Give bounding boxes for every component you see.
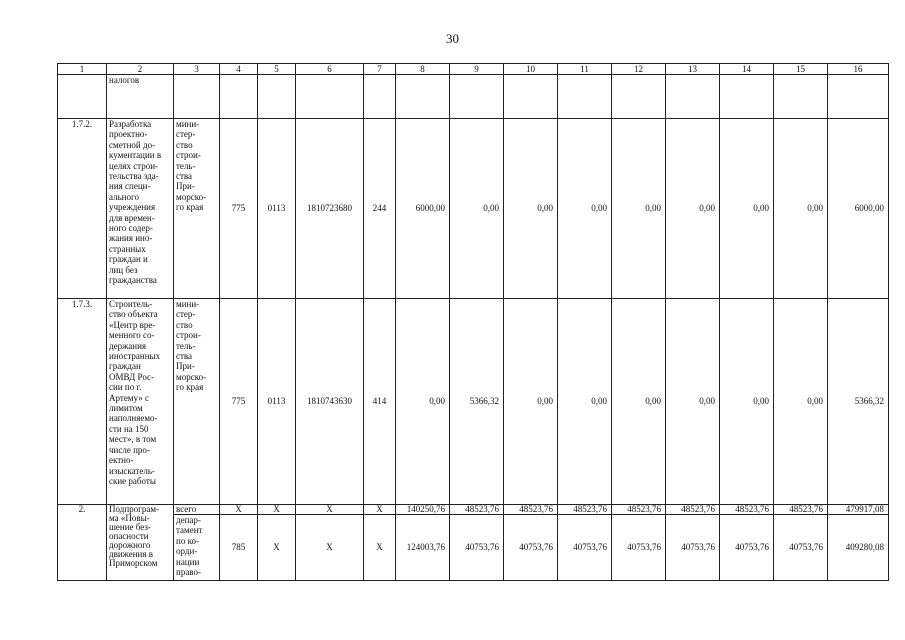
row-executor: мини- стер- ство строи- тель- ства При- морско- го края (174, 299, 220, 505)
cell-section: X (258, 515, 296, 581)
cell-value (720, 75, 774, 119)
cell-value: 40753,76 (558, 515, 612, 581)
cell-value: 48523,76 (774, 505, 828, 515)
cell-value (828, 75, 889, 119)
cell-value: 0,00 (504, 119, 558, 299)
cell-value: 0,00 (774, 119, 828, 299)
row-executor (174, 75, 220, 119)
cell-value: 48523,76 (450, 505, 504, 515)
cell-value: 0,00 (666, 119, 720, 299)
header-cell: 2 (107, 64, 174, 75)
cell-section: 0113 (258, 119, 296, 299)
header-cell: 7 (364, 64, 396, 75)
cell-grbs: 775 (220, 299, 258, 505)
cell-value: 5366,32 (828, 299, 889, 505)
cell-value: 0,00 (612, 119, 666, 299)
cell-value: 479917,08 (828, 505, 889, 515)
row-name: Разработка проектно- сметной до- кументации в целях строи- тельства зда- ния специ- ального учреждения для времен- ного содер- жания ино- странных граждан и лиц без гражданства (107, 119, 174, 299)
header-cell: 11 (558, 64, 612, 75)
cell-value: 409280,08 (828, 515, 889, 581)
header-cell: 14 (720, 64, 774, 75)
header-cell: 3 (174, 64, 220, 75)
cell-value: 40753,76 (612, 515, 666, 581)
cell-section (258, 75, 296, 119)
cell-section: X (258, 505, 296, 515)
cell-expense-type: 244 (364, 119, 396, 299)
cell-grbs (220, 75, 258, 119)
row-executor: депар- тамент по ко- орди- нации право- (174, 515, 220, 581)
table-row (58, 299, 889, 505)
page-number: 30 (446, 31, 459, 46)
cell-grbs: 775 (220, 119, 258, 299)
cell-value: 40753,76 (504, 515, 558, 581)
cell-grbs: 785 (220, 515, 258, 581)
cell-value: 40753,76 (450, 515, 504, 581)
header-cell: 8 (396, 64, 450, 75)
cell-value: 5366,32 (450, 299, 504, 505)
row-executor: всего (174, 505, 220, 515)
row-name: налогов (107, 75, 174, 119)
cell-value: 0,00 (774, 299, 828, 505)
cell-value (504, 75, 558, 119)
cell-value (558, 75, 612, 119)
cell-target-article (296, 75, 364, 119)
cell-value (396, 75, 450, 119)
cell-target-article: X (296, 505, 364, 515)
table-row (58, 75, 889, 119)
table-header-row (58, 64, 889, 75)
header-cell: 1 (58, 64, 107, 75)
header-cell: 5 (258, 64, 296, 75)
header-cell: 9 (450, 64, 504, 75)
budget-table (57, 63, 889, 581)
cell-value: 0,00 (450, 119, 504, 299)
cell-value: 48523,76 (666, 505, 720, 515)
table-row (58, 505, 889, 515)
row-name: Строитель- ство объекта «Центр вре- менного со- держания иностранных граждан ОМВД Рос- сии по г. Артему» с лимитом наполняемо- сти на 150 мест», в том числе про- ектно- изыскатель- ские работы (107, 299, 174, 505)
cell-value: 124003,76 (396, 515, 450, 581)
cell-value (450, 75, 504, 119)
cell-value: 0,00 (558, 299, 612, 505)
row-id: 1.7.3. (58, 299, 107, 505)
row-id: 2. (58, 505, 107, 581)
row-name: Подпрограм- ма «Повы- шение без- опасности дорожного движения в Приморском (107, 505, 174, 581)
header-cell: 16 (828, 64, 889, 75)
table-row (58, 515, 889, 581)
cell-value: 40753,76 (666, 515, 720, 581)
cell-section: 0113 (258, 299, 296, 505)
cell-expense-type: X (364, 505, 396, 515)
row-id (58, 75, 107, 119)
table-row (58, 119, 889, 299)
cell-value: 6000,00 (828, 119, 889, 299)
cell-value: 0,00 (612, 299, 666, 505)
cell-target-article: 1810723680 (296, 119, 364, 299)
cell-expense-type (364, 75, 396, 119)
cell-value (774, 75, 828, 119)
header-cell: 13 (666, 64, 720, 75)
cell-value: 0,00 (720, 119, 774, 299)
cell-value: 0,00 (666, 299, 720, 505)
header-cell: 4 (220, 64, 258, 75)
cell-value: 0,00 (396, 299, 450, 505)
cell-value: 48523,76 (558, 505, 612, 515)
cell-value: 6000,00 (396, 119, 450, 299)
cell-expense-type: X (364, 515, 396, 581)
cell-value (666, 75, 720, 119)
row-executor: мини- стер- ство строи- тель- ства При- морско- го края (174, 119, 220, 299)
header-cell: 12 (612, 64, 666, 75)
header-cell: 10 (504, 64, 558, 75)
cell-value: 48523,76 (504, 505, 558, 515)
header-cell: 15 (774, 64, 828, 75)
cell-target-article: 1810743630 (296, 299, 364, 505)
cell-value: 0,00 (720, 299, 774, 505)
cell-grbs: X (220, 505, 258, 515)
cell-value: 48523,76 (612, 505, 666, 515)
cell-value: 40753,76 (720, 515, 774, 581)
cell-value: 0,00 (558, 119, 612, 299)
cell-value: 0,00 (504, 299, 558, 505)
cell-value (612, 75, 666, 119)
cell-target-article: X (296, 515, 364, 581)
cell-value: 40753,76 (774, 515, 828, 581)
cell-expense-type: 414 (364, 299, 396, 505)
row-id: 1.7.2. (58, 119, 107, 299)
header-cell: 6 (296, 64, 364, 75)
cell-value: 140250,76 (396, 505, 450, 515)
cell-value: 48523,76 (720, 505, 774, 515)
